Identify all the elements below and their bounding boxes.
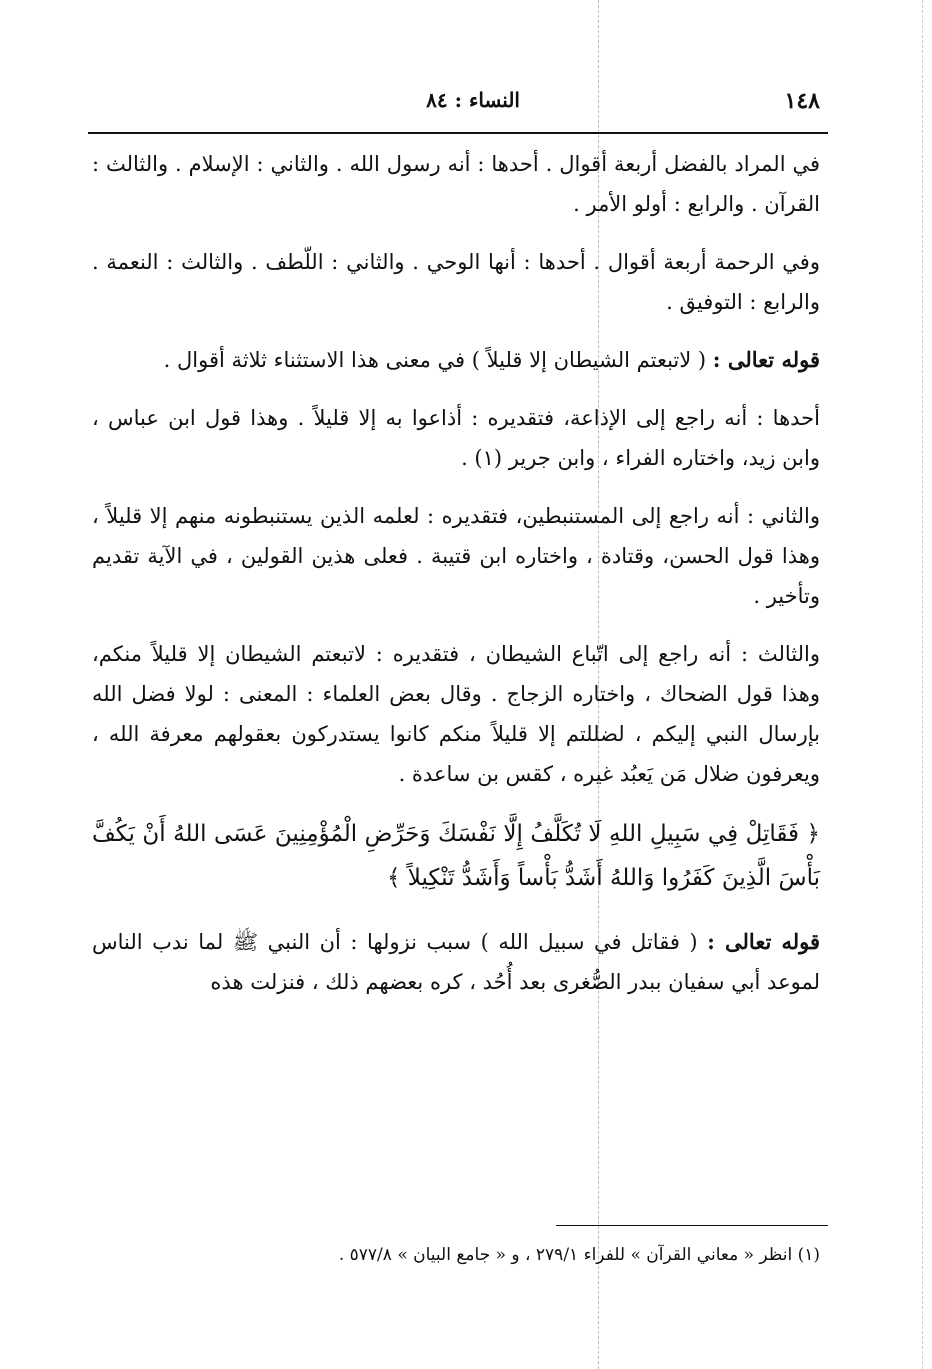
paragraph-istithna: قوله تعالى : ( لاتبعتم الشيطان إلا قليلاً ) في معنى هذا الاستثناء ثلاثة أقوال .: [163, 347, 820, 372]
paragraph-fadl: في المراد بالفضل أربعة أقوال . أحدها : أنه رسول الله . والثاني : الإسلام . والثالث : القرآن . والرابع : أولو الأمر .: [92, 152, 820, 216]
paragraph-asbab-nuzul: قوله تعالى : ( فقاتل في سبيل الله ) سبب نزولها : أن النبي ﷺ لما ندب الناس لموعد أبي سفيان ببدر الصُّغرى بعد أُحُد ، كره بعضهم ذلك ، فنزلت هذه: [92, 929, 821, 994]
main-text: [92, 144, 820, 1020]
paragraph-first-opinion: أحدها : أنه راجع إلى الإذاعة، فتقديره : أذاعوا به إلا قليلاً . وهذا قول ابن عباس ، وابن زيد، واختاره الفراء ، وابن جرير (١) .: [92, 406, 820, 470]
page-header: [88, 88, 820, 122]
quran-verse: ﴿ فَقَاتِلْ فِي سَبِيلِ اللهِ لَا تُكَلَّفُ إِلَّا نَفْسَكَ وَحَرِّضِ الْمُؤْمِنِينَ عَسَى اللهُ أَنْ يَكُفَّ بَأْسَ الَّذِينَ كَفَرُوا وَاللهُ أَشَدُّ بَأْساً وَأَشَدُّ تَنْكِيلاً ﴾: [92, 821, 820, 891]
paragraph-rahma: وفي الرحمة أربعة أقوال . أحدها : أنها الوحي . والثاني : اللّطف . والثالث : النعمة . والرابع : التوفيق .: [92, 250, 820, 314]
footnote-rule: [556, 1225, 828, 1226]
page-number: ١٤٨: [784, 88, 820, 114]
scan-edge-line: [922, 0, 923, 1369]
paragraph-second-opinion: والثاني : أنه راجع إلى المستنبطين، فتقديره : لعلمه الذين يستنبطونه منهم إلا قليلاً ، وهذا قول الحسن، وقتادة ، واختاره ابن قتيبة . فعلى هذين القولين ، في الآية تقديم وتأخير .: [92, 504, 820, 608]
running-title: النساء : ٨٤: [426, 88, 520, 112]
lead-qawluhu: قوله تعالى :: [712, 347, 820, 372]
header-rule: [88, 132, 828, 134]
footnote: (١) انظر « معاني القرآن » للفراء ٢٧٩/١ ، و « جامع البيان » ٥٧٧/٨ .: [338, 1245, 820, 1265]
lead-qawluhu: قوله تعالى :: [707, 929, 821, 954]
paragraph-third-opinion: والثالث : أنه راجع إلى اتّباع الشيطان ، فتقديره : لاتبعتم الشيطان إلا قليلاً منكم، وهذا قول الضحاك ، واختاره الزجاج . وقال بعض العلماء : المعنى : لولا فضل الله بإرسال النبي إليكم ، لضللتم إلا قليلاً منكم كانوا يستدركون بعقولهم معرفة الله ، ويعرفون ضلال مَن يَعبُد غيره ، كقس بن ساعدة .: [92, 642, 820, 786]
